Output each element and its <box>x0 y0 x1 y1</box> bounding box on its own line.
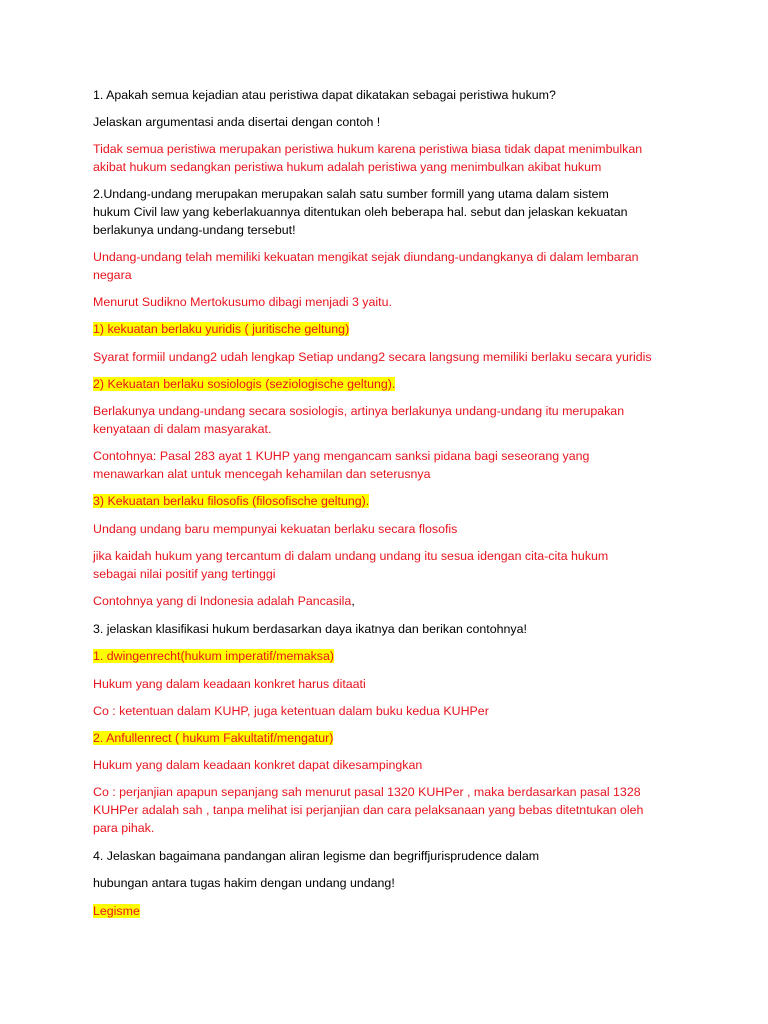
heading-yuridis <box>93 321 349 338</box>
example-dwingenrecht: Co : ketentuan dalam KUHP, juga ketentuan dalam buku kedua KUHPer <box>93 704 489 718</box>
heading-yuridis-highlight: 1) kekuatan berlaku yuridis ( juritische geltung) <box>93 322 350 336</box>
question-1-instruction: Jelaskan argumentasi anda disertai dengan contoh ! <box>93 115 381 129</box>
question-3: 3. jelaskan klasifikasi hukum berdasarkan daya ikatnya dan berikan contohnya! <box>93 622 527 636</box>
text-filosofis: Undang undang baru mempunyai kekuatan berlaku secara flosofis <box>93 522 458 536</box>
example-anfullenrect-line-1: Co : perjanjian apapun sepanjang sah menurut pasal 1320 KUHPer , maka berdasarkan pasal 1328 <box>93 785 641 799</box>
example-filosofis-text: Contohnya yang di Indonesia adalah Pancasila <box>93 594 352 608</box>
text-sosiologis-line-2: kenyataan di dalam masyarakat. <box>93 422 272 436</box>
example-anfullenrect-line-2: KUHPer adalah sah , tanpa melihat isi perjanjian dan cara pelaksanaan yang bebas ditetntukan oleh <box>93 803 644 817</box>
example-sosiologis-line-1: Contohnya: Pasal 283 ayat 1 KUHP yang mengancam sanksi pidana bagi seseorang yang <box>93 449 590 463</box>
text-filosofis-detail-line-1: jika kaidah hukum yang tercantum di dalam undang undang itu sesua idengan cita-cita hukum <box>93 549 609 563</box>
text-yuridis: Syarat formiil undang2 udah lengkap Setiap undang2 secara langsung memiliki berlaku secara yuridis <box>93 350 652 364</box>
question-2-line-1: 2.Undang-undang merupakan merupakan salah satu sumber formill yang utama dalam sistem <box>93 187 609 201</box>
answer-1-line-1: Tidak semua peristiwa merupakan peristiwa hukum karena peristiwa biasa tidak dapat menimbulkan <box>93 142 643 156</box>
answer-2-intro-line-1: Undang-undang telah memiliki kekuatan mengikat sejak diundang-undangkanya di dalam lembaran <box>93 250 639 264</box>
answer-2-source: Menurut Sudikno Mertokusumo dibagi menjadi 3 yaitu. <box>93 295 392 309</box>
text-anfullenrect: Hukum yang dalam keadaan konkret dapat dikesampingkan <box>93 758 423 772</box>
answer-1-line-2: akibat hukum sedangkan peristiwa hukum adalah peristiwa yang menimbulkan akibat hukum <box>93 160 602 174</box>
example-sosiologis-line-2: menawarkan alat untuk mencegah kehamilan dan seterusnya <box>93 467 431 481</box>
question-4-line-1: 4. Jelaskan bagaimana pandangan aliran legisme dan begriffjurisprudence dalam <box>93 849 540 863</box>
heading-dwingenrecht <box>93 648 334 665</box>
heading-legisme <box>93 903 140 920</box>
example-anfullenrect-line-3: para pihak. <box>93 821 155 835</box>
text-filosofis-detail-line-2: sebagai nilai positif yang tertinggi <box>93 567 276 581</box>
example-filosofis-comma: , <box>351 594 355 608</box>
example-filosofis <box>93 593 355 610</box>
heading-anfullenrect <box>93 730 333 747</box>
question-4-line-2: hubungan antara tugas hakim dengan undang undang! <box>93 876 395 890</box>
question-1: 1. Apakah semua kejadian atau peristiwa dapat dikatakan sebagai peristiwa hukum? <box>93 88 556 102</box>
heading-dwingenrecht-highlight: 1. dwingenrecht(hukum imperatif/memaksa) <box>93 649 335 663</box>
heading-sosiologis-highlight: 2) Kekuatan berlaku sosiologis (seziologische geltung). <box>93 377 396 391</box>
heading-filosofis-highlight: 3) Kekuatan berlaku filosofis (filosofische geltung). <box>93 494 370 508</box>
text-dwingenrecht: Hukum yang dalam keadaan konkret harus ditaati <box>93 677 366 691</box>
heading-anfullenrect-highlight: 2. Anfullenrect ( hukum Fakultatif/mengatur) <box>93 731 334 745</box>
heading-sosiologis <box>93 376 395 393</box>
answer-2-intro-line-2: negara <box>93 268 132 282</box>
question-2-line-3: berlakunya undang-undang tersebut! <box>93 223 296 237</box>
question-2-line-2: hukum Civil law yang keberlakuannya ditentukan oleh beberapa hal. sebut dan jelaskan kekuatan <box>93 205 628 219</box>
heading-filosofis <box>93 493 369 510</box>
heading-legisme-highlight: Legisme <box>93 904 140 918</box>
text-sosiologis-line-1: Berlakunya undang-undang secara sosiologis, artinya berlakunya undang-undang itu merupakan <box>93 404 625 418</box>
